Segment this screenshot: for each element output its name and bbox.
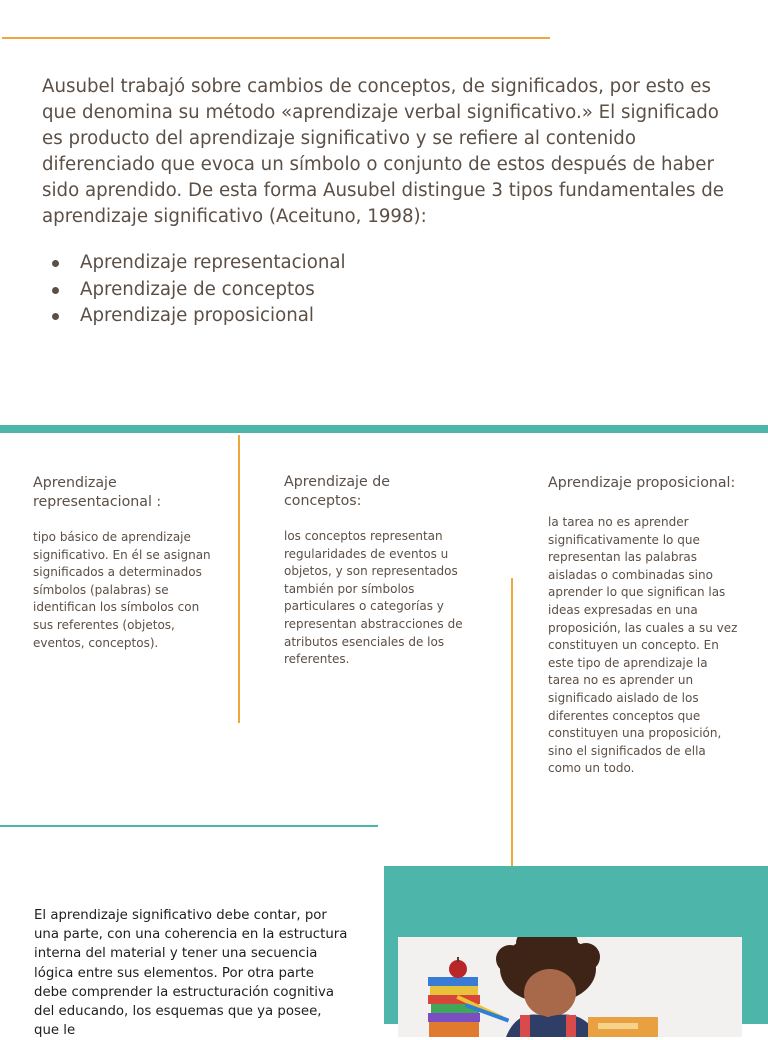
list-item-label: Aprendizaje proposicional bbox=[80, 305, 314, 327]
list-item bbox=[42, 303, 346, 330]
column-conceptos bbox=[284, 473, 466, 669]
list-item bbox=[42, 277, 346, 304]
teal-section-band bbox=[0, 425, 768, 433]
column-proposicional bbox=[548, 474, 738, 778]
learning-types-list bbox=[42, 250, 346, 330]
column-body: la tarea no es aprender significativamente lo que representan las palabras aisladas o combinadas sino aprender lo que significan las ideas expresadas en una proposición, las cuales a su vez constituyen un concepto. En este tipo de aprendizaje la tarea no es aprender un significado aislado de los diferentes conceptos que constituyen una proposición, sino el significados de ella como un todo. bbox=[548, 515, 738, 776]
column-title: Aprendizaje proposicional: bbox=[548, 475, 736, 491]
column-title: Aprendizaje representacional : bbox=[33, 475, 162, 510]
column-body: los conceptos representan regularidades de eventos u objetos, y son representados también por símbolos particulares o categorías y representan abstracciones de atributos esenciales de los referentes. bbox=[284, 529, 463, 667]
list-item bbox=[42, 250, 346, 277]
orange-vertical-divider bbox=[511, 578, 513, 868]
list-item-label: Aprendizaje de conceptos bbox=[80, 278, 315, 300]
column-body: tipo básico de aprendizaje significativo. En él se asignan significados a determinados símbolos (palabras) se identifican los símbolos con sus referentes (objetos, eventos, conceptos). bbox=[33, 530, 211, 650]
intro-paragraph: Ausubel trabajó sobre cambios de conceptos, de significados, por esto es que denomina su método «aprendizaje verbal significativo.» El significado es producto del aprendizaje significativo y se refiere al contenido diferenciado que evoca un símbolo o conjunto de estos después de haber sido aprendido. De esta forma Ausubel distingue 3 tipos fundamentales de aprendizaje significativo (Aceituno, 1998): bbox=[42, 76, 724, 227]
column-title: Aprendizaje de conceptos: bbox=[284, 474, 390, 509]
bullet-icon bbox=[52, 260, 59, 267]
list-item-label: Aprendizaje representacional bbox=[80, 252, 346, 273]
child-studying-illustration bbox=[398, 937, 742, 1037]
teal-divider bbox=[0, 825, 378, 827]
teal-image-panel bbox=[384, 866, 768, 1024]
column-representacional bbox=[33, 474, 213, 652]
top-orange-divider bbox=[2, 37, 550, 39]
bullet-icon bbox=[52, 287, 59, 294]
bottom-paragraph: El aprendizaje significativo debe contar, por una parte, con una coherencia en la estructura interna del material y tener una secuencia lógica entre sus elementos. Por otra parte debe comprender la estructuración cognitiva del educando, los esquemas que ya posee, que le bbox=[34, 908, 348, 1039]
child-studying-photo bbox=[398, 937, 742, 1037]
orange-vertical-divider bbox=[238, 435, 240, 723]
bullet-icon bbox=[52, 313, 59, 320]
